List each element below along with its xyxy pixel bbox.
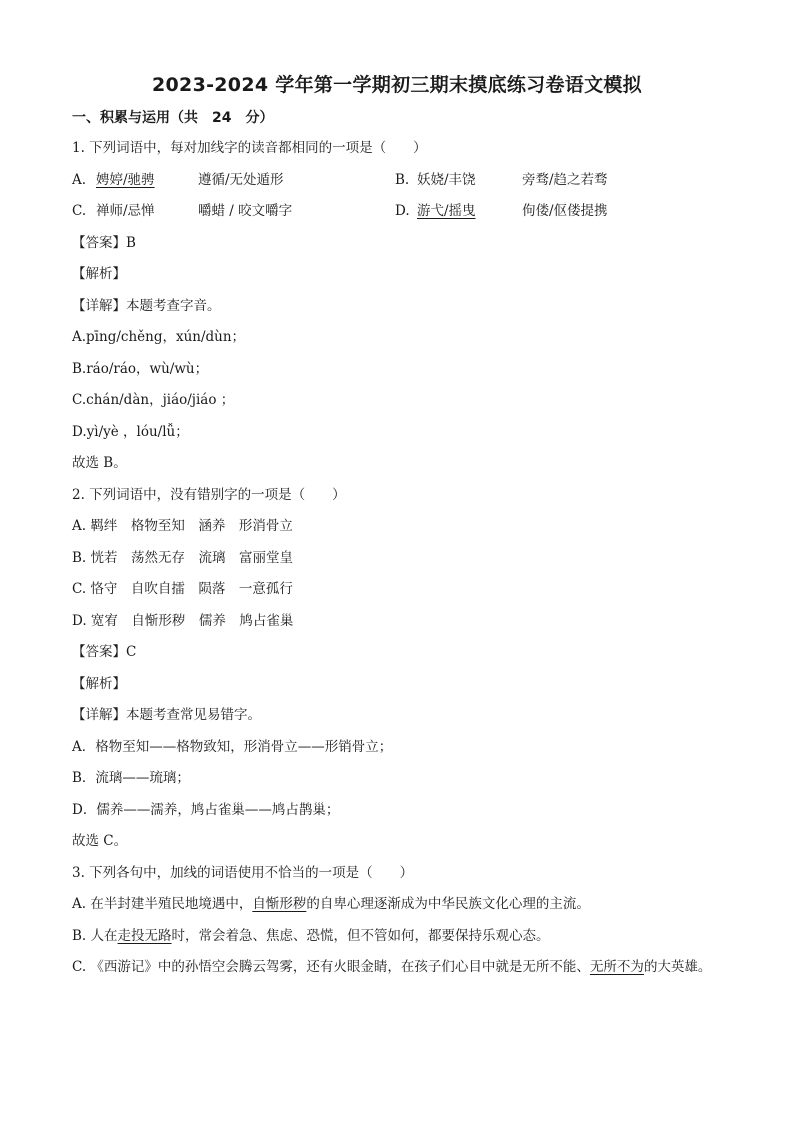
q1-d-label: D. (395, 203, 410, 219)
q3-option-c (72, 952, 722, 984)
q2-option-b: B. 恍若 荡然无存 流璃 富丽堂皇 (72, 549, 294, 566)
q1-a-word1: 娉婷/驰骋 (96, 171, 155, 188)
q1-stem: 1. 下列词语中，每对加线字的读音都相同的一项是（ ） (72, 140, 427, 156)
q1-analysis: 【解析】 (72, 266, 126, 282)
q1-b-word2: 旁骛/趋之若骛 (522, 171, 608, 188)
q3-stem: 3. 下列各句中，加线的词语使用不恰当的一项是（ ） (72, 864, 414, 881)
q1-d-word1: 游弋/摇曳 (417, 203, 476, 219)
q3-option-b (72, 921, 722, 953)
q2-option-c: C. 恪守 自吹自擂 陨落 一意孤行 (72, 581, 293, 597)
q1-options-ab (72, 165, 722, 197)
q1-c-word2: 嚼蜡 / 咬文嚼字 (198, 203, 293, 219)
q2-option-d: D. 宽宥 自惭形秽 儒养 鸠占雀巢 (72, 612, 294, 629)
q1-b-label: B. (395, 171, 410, 188)
q3-option-a (72, 889, 722, 921)
q3-c-text-pre: C. 《西游记》中的孙悟空会腾云驾雾，还有火眼金睛，在孩子们心目中就是无所不能、 (72, 959, 590, 975)
q2-option-a: A. 羁绊 格物至知 涵养 形消骨立 (72, 518, 293, 534)
q1-c-label: C. (72, 203, 87, 219)
q1-detail: 【详解】本题考查字音。 (72, 297, 221, 314)
q2-explanation-a: A．格物至知——格物致知，形消骨立——形销骨立； (72, 738, 393, 755)
q1-explanation-a: A.pīng/chěng，xún/dùn； (72, 329, 246, 345)
page-title: 2023-2024 学年第一学期初三期末摸底练习卷语文模拟 (152, 74, 642, 96)
q3-c-underlined: 无所不为 (589, 959, 644, 975)
q3-a-underlined: 自惭形秽 (252, 896, 307, 912)
q1-a-label: A. (72, 171, 87, 188)
q1-b-word1: 妖娆/丰饶 (417, 171, 476, 188)
q1-options-cd (72, 196, 722, 228)
q1-conclusion: 故选 B。 (72, 455, 127, 471)
q3-a-text-pre: A. 在半封建半殖民地境遇中， (72, 896, 253, 912)
q2-answer: 【答案】C (72, 644, 137, 660)
q1-c-word1: 禅师/忌惮 (96, 203, 155, 219)
q2-detail: 【详解】本题考查常见易错字。 (72, 707, 261, 723)
q1-explanation-b: B.ráo/ráo，wù/wù； (72, 360, 209, 377)
q3-b-text-pre: B. 人在 (72, 927, 118, 944)
q2-conclusion: 故选 C。 (72, 833, 128, 849)
q1-answer: 【答案】B (72, 234, 136, 251)
q1-d-word2: 佝偻/伛偻提携 (522, 203, 608, 219)
q1-explanation-d: D.yì/yè ，lóu/lǚ； (72, 423, 189, 440)
document-page (72, 70, 722, 984)
q1-a-word2: 遵循/无处遁形 (198, 171, 284, 188)
section-heading: 一、积累与运用（共 24 分） (72, 110, 274, 126)
q1-explanation-c: C.chán/dàn，jiáo/jiáo ； (72, 392, 235, 408)
q3-a-text-post: 的自卑心理逐渐成为中华民族文化心理的主流。 (306, 896, 590, 912)
q2-explanation-d: D．儒养——濡养，鸠占雀巢——鸠占鹊巢； (72, 801, 340, 818)
q2-explanation-b: B．流璃——琉璃； (72, 770, 190, 786)
q3-b-text-post: 时，常会着急、焦虑、恐慌，但不管如何，都要保持乐观心态。 (171, 927, 550, 944)
q2-stem: 2. 下列词语中，没有错别字的一项是（ ） (72, 486, 346, 503)
q2-analysis: 【解析】 (72, 675, 126, 692)
q3-b-underlined: 走投无路 (117, 927, 172, 944)
q3-c-text-post: 的大英雄。 (643, 959, 712, 975)
